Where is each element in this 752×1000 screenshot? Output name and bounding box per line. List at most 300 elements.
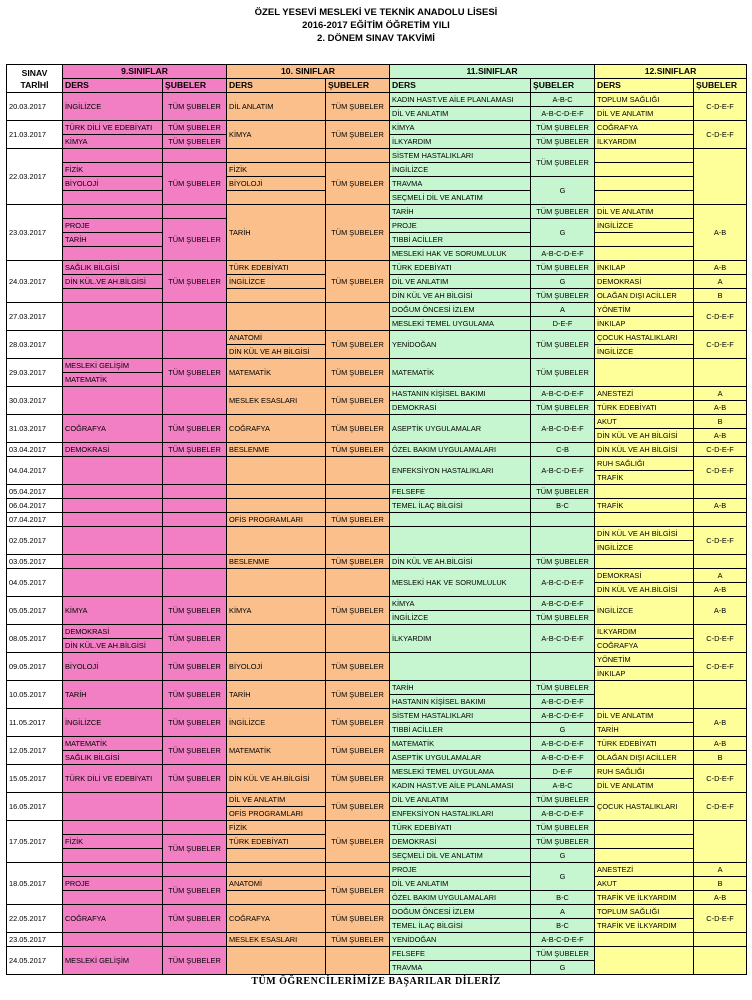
exam-date: 04.05.2017 [7,569,63,597]
course-name [595,163,694,177]
closing-message: TÜM ÖĞRENCİLERİMİZE BAŞARILAR DİLERİZ [251,976,501,987]
course-name: SİSTEM HASTALIKLARI [390,709,531,723]
course-name: DİN KÜL VE AH BİLGİSİ [227,345,326,359]
course-name [227,625,326,653]
schedule-row [7,597,747,611]
section-list: TÜM ŞUBELER [326,765,390,793]
exam-date: 12.05.2017 [7,737,63,765]
section-list: TÜM ŞUBELER [531,485,595,499]
schedule-row [7,499,747,513]
course-name [595,933,694,947]
exam-date: 22.03.2017 [7,149,63,205]
course-name [390,527,531,555]
section-list: TÜM ŞUBELER [163,121,227,135]
exam-schedule-table [6,64,747,975]
course-name: FİZİK [227,163,326,177]
section-list: G [531,961,595,975]
course-name: ANESTEZİ [595,863,694,877]
course-name: OLAĞAN DIŞI ACİLLER [595,289,694,303]
section-list [694,513,747,527]
course-name: TARİH [227,681,326,709]
section-list: TÜM ŞUBELER [326,415,390,443]
schedule-row [7,513,747,527]
section-list: TÜM ŞUBELER [163,737,227,765]
course-name: MATEMATİK [63,373,163,387]
section-list: A-B [694,891,747,905]
course-name: PROJE [390,219,531,233]
document-header [0,0,752,45]
exam-date: 07.04.2017 [7,513,63,527]
section-list: A-B [694,597,747,625]
course-name: İLKYARDIM [390,135,531,149]
course-name [595,177,694,191]
course-name: DİN KÜL VE AH BİLGİSİ [390,289,531,303]
course-name: RUH SAĞLIĞI [595,765,694,779]
section-list: TÜM ŞUBELER [163,835,227,863]
schedule-row [7,303,747,317]
schedule-row [7,905,747,919]
course-name: İNGİLİZCE [595,219,694,233]
section-list: TÜM ŞUBELER [531,611,595,625]
course-name [63,569,163,597]
course-name: MATEMATİK [227,737,326,765]
course-name [63,821,163,835]
course-name: TRAVMA [390,961,531,975]
course-name: DEMOKRASİ [595,569,694,583]
course-name: İNKILAP [595,667,694,681]
schedule-row [7,625,747,639]
section-list: TÜM ŞUBELER [163,877,227,905]
schedule-row [7,485,747,499]
course-name: PROJE [63,877,163,891]
course-name: İNKILAP [595,261,694,275]
section-list: TÜM ŞUBELER [531,835,595,849]
course-name: ENFEKSİYON HASTALIKLARI [390,457,531,485]
course-name: YÖNETİM [595,653,694,667]
exam-date: 17.05.2017 [7,821,63,863]
schedule-row [7,877,747,891]
course-name: DEMOKRASİ [390,835,531,849]
section-list: TÜM ŞUBELER [326,359,390,387]
exam-date: 22.05.2017 [7,905,63,933]
section-list: TÜM ŞUBELER [163,709,227,737]
exam-date: 31.03.2017 [7,415,63,443]
grade-11-header: 11.SINIFLAR [390,65,595,79]
section-list: G [531,863,595,891]
schedule-row [7,121,747,135]
course-name: ENFEKSİYON HASTALIKLARI [390,807,531,821]
course-name: ÇOCUK HASTALIKLARI [595,793,694,821]
section-list: C-D-E-F [694,793,747,821]
section-list: TÜM ŞUBELER [326,513,390,527]
course-name [227,289,326,303]
grade-12-ders-header: DERS [595,79,694,93]
course-name: MESLEKİ HAK VE SORUMLULUK [390,247,531,261]
section-list: A-B [694,429,747,443]
course-name: TOPLUM SAĞLIĞI [595,905,694,919]
grade-9-subeler-header: ŞUBELER [163,79,227,93]
section-list: TÜM ŞUBELER [326,737,390,765]
section-list [163,485,227,499]
course-name: TARİH [595,723,694,737]
section-list: A-B-C-D-E-F [531,751,595,765]
course-name [63,289,163,303]
section-list: A [694,569,747,583]
course-name [63,247,163,261]
schedule-row [7,947,747,961]
course-name: TEMEL İLAÇ BİLGİSİ [390,919,531,933]
section-list: TÜM ŞUBELER [326,877,390,905]
course-name: COĞRAFYA [227,415,326,443]
group-header-row [7,65,747,79]
section-list: TÜM ŞUBELER [326,681,390,709]
course-name: İLKYARDIM [390,625,531,653]
section-list [163,205,227,219]
section-list [326,499,390,513]
course-name [227,849,326,863]
course-name: FELSEFE [390,485,531,499]
course-name: DEMOKRASİ [595,275,694,289]
course-name: TÜRK EDEBİYATI [227,835,326,849]
section-list: TÜM ŞUBELER [326,905,390,933]
section-list [163,513,227,527]
course-name [227,191,326,205]
course-name: FİZİK [63,835,163,849]
section-list: A [694,275,747,289]
course-name: ÖZEL BAKIM UYGULAMALARI [390,443,531,457]
course-name: TARİH [227,205,326,261]
course-name: DOĞUM ÖNCESİ İZLEM [390,905,531,919]
section-list [531,527,595,555]
schedule-title: 2. DÖNEM SINAV TAKVİMİ [317,33,435,44]
exam-date: 11.05.2017 [7,709,63,737]
course-name: TÜRK EDEBİYATI [595,737,694,751]
course-name: AKUT [595,877,694,891]
course-name [63,499,163,513]
course-name: İNGİLİZCE [595,345,694,359]
course-name: DİL VE ANLATIM [595,779,694,793]
section-list: G [531,723,595,737]
course-name: YÖNETİM [595,303,694,317]
grade-9-ders-header: DERS [63,79,163,93]
grade-10-subeler-header: ŞUBELER [326,79,390,93]
section-list: C-D-E-F [694,303,747,331]
schedule-row [7,863,747,877]
course-name [63,457,163,485]
course-name: KİMYA [63,135,163,149]
course-name: TRAFİK VE İLKYARDIM [595,919,694,933]
course-name [227,303,326,331]
course-name [227,457,326,485]
section-list: B [694,751,747,765]
course-name: FELSEFE [390,947,531,961]
section-list: TÜM ŞUBELER [531,121,595,135]
section-list [163,387,227,415]
course-name: İNGİLİZCE [390,611,531,625]
section-list: TÜM ŞUBELER [326,821,390,863]
schedule-row [7,709,747,723]
section-list: A [694,863,747,877]
section-list: B-C [531,919,595,933]
section-list: A-B-C-D-E-F [531,597,595,611]
section-list: D-E-F [531,317,595,331]
course-name: TARİH [63,681,163,709]
section-list: TÜM ŞUBELER [531,821,595,835]
schedule-row [7,149,747,163]
course-name: TARİH [390,205,531,219]
section-list [531,653,595,681]
schedule-row [7,569,747,583]
schedule-row [7,93,747,107]
section-list [326,569,390,597]
section-list: TÜM ŞUBELER [163,443,227,457]
section-list: TÜM ŞUBELER [531,555,595,569]
course-name [63,387,163,415]
course-name: MATEMATİK [63,737,163,751]
section-list: D-E-F [531,765,595,779]
course-name: DİL VE ANLATIM [595,205,694,219]
course-name: DİN KÜL VE AH BİLGİSİ [595,429,694,443]
section-list: TÜM ŞUBELER [531,331,595,359]
section-list: A-B [694,401,747,415]
course-name: DİN KÜL.VE AH.BİLGİSİ [63,275,163,289]
section-list: TÜM ŞUBELER [163,163,227,205]
section-list: A-B-C-D-E-F [531,247,595,261]
grade-9-header: 9.SINIFLAR [63,65,227,79]
exam-date: 08.05.2017 [7,625,63,653]
course-name [63,555,163,569]
course-name: MESLEKİ TEMEL UYGULAMA [390,765,531,779]
academic-year: 2016-2017 EĞİTİM ÖĞRETİM YILI [302,20,450,31]
course-name: DEMOKRASİ [63,625,163,639]
course-name: TRAFİK [595,499,694,513]
schedule-row [7,527,747,541]
course-name: TÜRK DİLİ VE EDEBİYATI [63,121,163,135]
schedule-row [7,359,747,373]
course-name: ASEPTİK UYGULAMALAR [390,415,531,443]
course-name: YENİDOĞAN [390,331,531,359]
section-list: A-B [694,583,747,597]
section-list: TÜM ŞUBELER [531,401,595,415]
exam-date: 09.05.2017 [7,653,63,681]
course-name [595,233,694,247]
course-name: İNGİLİZCE [63,93,163,121]
schedule-row [7,443,747,457]
exam-date: 03.05.2017 [7,555,63,569]
section-list: G [531,849,595,863]
section-list: B-C [531,891,595,905]
course-name: BİYOLOJİ [63,177,163,191]
course-name: DİN KÜL VE AH.BİLGİSİ [595,583,694,597]
schedule-row [7,415,747,429]
course-name [595,247,694,261]
section-list [694,555,747,569]
course-name [63,527,163,555]
section-list [163,527,227,555]
section-list: TÜM ŞUBELER [326,261,390,303]
course-name: FİZİK [227,821,326,835]
course-name: PROJE [390,863,531,877]
exam-date: 28.03.2017 [7,331,63,359]
course-name: İNKILAP [595,317,694,331]
course-name [63,891,163,905]
course-name: RUH SAĞLIĞI [595,457,694,471]
section-list: A-B-C [531,93,595,107]
course-name: DİN KÜL VE AH.BİLGİSİ [390,555,531,569]
course-name: İLKYARDIM [595,135,694,149]
course-name: TEMEL İLAÇ BİLGİSİ [390,499,531,513]
course-name: SAĞLIK BİLGİSİ [63,261,163,275]
section-list [163,569,227,597]
course-name: TRAFİK VE İLKYARDIM [595,891,694,905]
section-list: TÜM ŞUBELER [326,933,390,947]
section-list: A-B-C-D-E-F [531,709,595,723]
section-list: TÜM ŞUBELER [326,555,390,569]
course-name: İNGİLİZCE [390,163,531,177]
course-name [227,947,326,975]
course-name [595,485,694,499]
course-name: TÜRK EDEBİYATI [227,261,326,275]
section-list: B [694,415,747,429]
exam-date: 05.04.2017 [7,485,63,499]
schedule-row [7,457,747,471]
course-name: İNGİLİZCE [595,597,694,625]
course-name [63,485,163,499]
exam-date: 15.05.2017 [7,765,63,793]
schedule-row [7,737,747,751]
section-list: C-D-E-F [694,765,747,793]
course-name: BİYOLOJİ [227,653,326,681]
section-list: TÜM ŞUBELER [163,261,227,303]
course-name: FİZİK [63,163,163,177]
section-list: A-B-C [531,779,595,793]
schedule-row [7,653,747,667]
section-list: B-C [531,499,595,513]
course-name: İNGİLİZCE [227,709,326,737]
course-name: DİL VE ANLATIM [390,107,531,121]
course-name [595,821,694,835]
section-list [694,681,747,709]
section-list: TÜM ŞUBELER [163,765,227,793]
course-name: MESLEKİ GELİŞİM [63,947,163,975]
course-name: DEMOKRASİ [390,401,531,415]
schedule-row [7,765,747,779]
course-name: KİMYA [227,597,326,625]
schedule-row [7,163,747,177]
section-list: C-D-E-F [694,653,747,681]
exam-date: 30.03.2017 [7,387,63,415]
section-list: TÜM ŞUBELER [163,905,227,933]
section-list: A-B-C-D-E-F [531,107,595,121]
course-name: KİMYA [390,597,531,611]
course-name: DİL VE ANLATIM [390,877,531,891]
exam-date: 16.05.2017 [7,793,63,821]
course-name: ÖZEL BAKIM UYGULAMALARI [390,891,531,905]
section-list [326,485,390,499]
section-list: TÜM ŞUBELER [326,163,390,205]
course-name [390,653,531,681]
section-list: TÜM ŞUBELER [531,947,595,961]
section-list [694,947,747,975]
course-name [63,205,163,219]
schedule-row [7,933,747,947]
section-list: A-B-C-D-E-F [531,933,595,947]
section-list: TÜM ŞUBELER [326,793,390,821]
course-name: MESLEKİ HAK VE SORUMLULUK [390,569,531,597]
course-name: MATEMATİK [390,359,531,387]
section-list: TÜM ŞUBELER [326,653,390,681]
course-name: HASTANIN KİŞİSEL BAKIMI [390,695,531,709]
section-list: TÜM ŞUBELER [531,793,595,807]
course-name [63,849,163,863]
course-name: AKUT [595,415,694,429]
section-list: B [694,289,747,303]
course-name: DİL VE ANLATIM [390,793,531,807]
section-list: TÜM ŞUBELER [531,261,595,275]
exam-date: 03.04.2017 [7,443,63,457]
course-name: İNGİLİZCE [595,541,694,555]
section-list [163,149,227,163]
section-list [163,499,227,513]
course-name [63,331,163,359]
section-list: TÜM ŞUBELER [163,597,227,625]
course-name: ANESTEZİ [595,387,694,401]
course-name [227,149,326,163]
course-name: OFİS PROGRAMLARI [227,807,326,821]
section-list [326,303,390,331]
course-name: COĞRAFYA [595,121,694,135]
course-name: İLKYARDIM [595,625,694,639]
section-list: TÜM ŞUBELER [163,219,227,261]
section-list [326,625,390,653]
section-list: TÜM ŞUBELER [326,387,390,415]
section-list: C-B [531,443,595,457]
section-list: TÜM ŞUBELER [163,625,227,653]
course-name [63,303,163,331]
course-name: TOPLUM SAĞLIĞI [595,93,694,107]
section-list [163,821,227,835]
course-name [227,569,326,597]
section-list: TÜM ŞUBELER [531,359,595,387]
course-name: ÇOCUK HASTALIKLARI [595,331,694,345]
course-name: DİL ANLATIM [227,93,326,121]
course-name [390,513,531,527]
exam-date: 24.03.2017 [7,261,63,303]
section-list: A-B-C-D-E-F [531,737,595,751]
course-name [63,933,163,947]
exam-date: 18.05.2017 [7,863,63,905]
section-list: G [531,275,595,289]
section-list: TÜM ŞUBELER [531,289,595,303]
section-list: A-B [694,261,747,275]
course-name: ANATOMİ [227,877,326,891]
course-name [595,359,694,387]
section-list: A-B [694,709,747,737]
schedule-row [7,205,747,219]
date-column-header: SINAV TARİHİ [7,65,63,93]
course-name: COĞRAFYA [227,905,326,933]
course-name: TIBBİ ACİLLER [390,233,531,247]
section-list [163,331,227,359]
section-list: C-D-E-F [694,93,747,121]
course-name: DİN KÜL VE AH BİLGİSİ [595,443,694,457]
exam-date: 29.03.2017 [7,359,63,387]
course-name: MESLEKİ TEMEL UYGULAMA [390,317,531,331]
course-name: BESLENME [227,555,326,569]
section-list: C-D-E-F [694,121,747,149]
section-list: A [531,303,595,317]
section-list: A [531,905,595,919]
